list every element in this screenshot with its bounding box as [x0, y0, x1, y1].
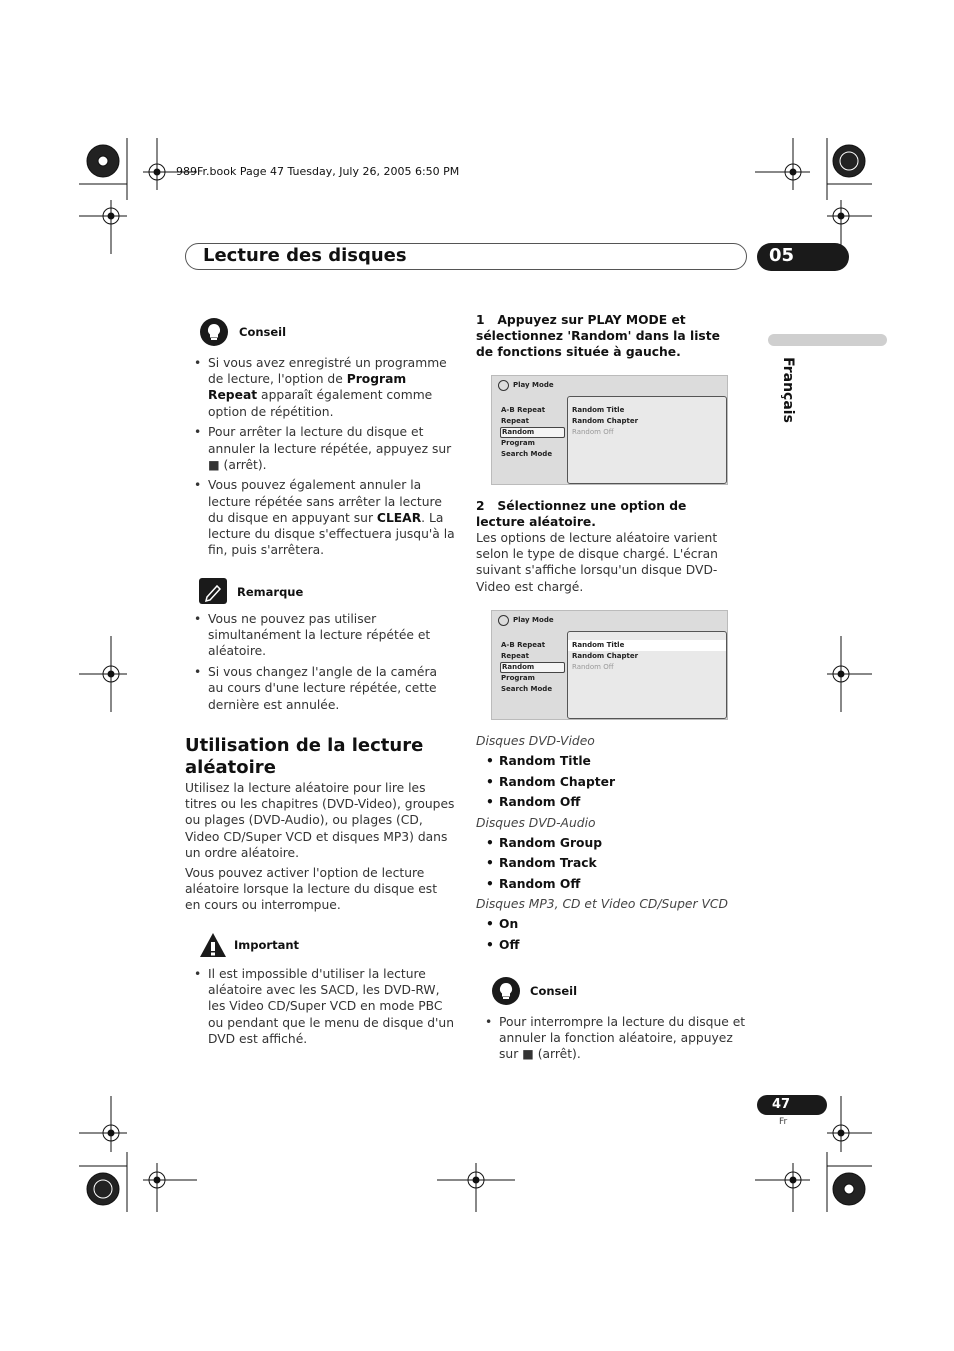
menu-item[interactable]: A-B Repeat: [501, 406, 546, 414]
section-title: Utilisation de la lecture aléatoire: [185, 735, 424, 778]
option-list: [476, 835, 746, 892]
option-item: • Random Chapter: [476, 774, 746, 790]
options-panel: [567, 396, 727, 484]
screen-title: Play Mode: [513, 616, 554, 624]
language-label-wrap: [779, 352, 805, 432]
paragraph: Vous pouvez activer l'option de lecture aléatoire lorsque la lecture du disque est en cours ou interrompue.: [185, 866, 438, 913]
option-item: • Random Track: [476, 855, 746, 871]
option-item[interactable]: Random Chapter: [572, 652, 639, 660]
disc-type-label: Disques DVD-Video: [476, 734, 595, 748]
important-list: [185, 966, 455, 1052]
option-list: [476, 916, 746, 953]
list-item: • Pour interrompre la lecture du disque et annuler la fonction aléatoire, appuyez sur ■ (arrêt).: [476, 1014, 746, 1063]
disc-options: [476, 733, 746, 957]
option-item: • Random Group: [476, 835, 746, 851]
step-1: 1 Appuyez sur PLAY MODE et sélectionnez 'Random' dans la liste de fonctions située à gauche.: [476, 313, 720, 360]
paragraph: Utilisez la lecture aléatoire pour lire les titres ou les chapitres (DVD-Video), groupes ou plages (DVD-Audio), ou plages (CD, Video CD/Super VCD et disques MP3) dans un ordre aléatoire.: [185, 781, 455, 860]
disc-icon: [498, 615, 509, 626]
list-item: • Vous ne pouvez pas utiliser simultanément la lecture répétée et aléatoire.: [185, 611, 455, 660]
option-item: • Random Off: [476, 794, 746, 810]
menu-item[interactable]: Program: [501, 674, 535, 682]
step-2: 2 Sélectionnez une option de lecture aléatoire.: [476, 499, 687, 530]
screen-menu: [500, 640, 566, 695]
page-title: Lecture des disques: [203, 245, 407, 266]
step-2-body: Les options de lecture aléatoire varient selon le type de disque chargé. L'écran suivant s'affiche lorsqu'un disque DVD-Video est chargé.: [476, 531, 718, 594]
language-tab: [768, 334, 887, 346]
list-item: • Si vous changez l'angle de la caméra au cours d'une lecture répétée, cette dernière est annulée.: [185, 664, 455, 713]
disc-type-label: Disques MP3, CD et Video CD/Super VCD: [476, 897, 728, 911]
screen-menu: [500, 405, 566, 460]
warning-icon: [199, 932, 227, 958]
menu-item[interactable]: Program: [501, 439, 535, 447]
play-mode-screen-2: [491, 610, 728, 720]
option-item: • On: [476, 916, 746, 932]
section-body: [185, 780, 455, 918]
option-item-highlighted[interactable]: Random Title: [568, 640, 726, 651]
option-item[interactable]: Random Off: [572, 428, 614, 436]
menu-item[interactable]: Repeat: [501, 652, 529, 660]
page-language: Fr: [779, 1117, 788, 1127]
menu-item[interactable]: A-B Repeat: [501, 641, 546, 649]
list-item: • Pour arrêter la lecture du disque et annuler la lecture répétée, appuyez sur ■ (arrêt).: [185, 424, 455, 473]
page-number: 47: [772, 1097, 791, 1112]
play-mode-screen: [491, 375, 728, 485]
tip-heading: Conseil: [530, 984, 578, 998]
tip-list: [476, 1014, 746, 1067]
option-item[interactable]: Random Off: [572, 663, 614, 671]
pencil-icon: [199, 578, 227, 604]
screen-title: Play Mode: [513, 381, 554, 389]
list-item: • Si vous avez enregistré un programme de lecture, l'option de Program Repeat apparaît également comme option de répétition.: [185, 355, 455, 420]
chapter-number: 05: [769, 245, 795, 266]
note-heading: Remarque: [237, 585, 304, 599]
tip-list: [185, 355, 455, 563]
disc-icon: [498, 380, 509, 391]
important-heading: Important: [234, 938, 300, 952]
disc-type-label: Disques DVD-Audio: [476, 815, 596, 830]
option-item: • Random Off: [476, 876, 746, 892]
menu-item[interactable]: Repeat: [501, 417, 529, 425]
menu-item-selected[interactable]: Random: [500, 662, 565, 673]
lightbulb-icon: [200, 318, 228, 346]
option-item[interactable]: Random Chapter: [572, 417, 639, 425]
menu-item[interactable]: Search Mode: [501, 450, 553, 458]
page-number-badge: [757, 1095, 827, 1115]
option-item: • Off: [476, 937, 746, 953]
list-item: • Vous pouvez également annuler la lecture répétée sans arrêter la lecture du disque en appuyant sur CLEAR. La lecture du disque s'effectuera jusqu'à la fin, puis s'arrêtera.: [185, 477, 455, 558]
language-label: Français: [779, 357, 796, 423]
list-item: • Il est impossible d'utiliser la lecture aléatoire avec les SACD, les DVD-RW, les Video CD/Super VCD en mode PBC ou pendant que le menu de disque d'un DVD est affiché.: [185, 966, 455, 1047]
option-item: • Random Title: [476, 753, 746, 769]
option-list: [476, 753, 746, 810]
menu-item-selected[interactable]: Random: [500, 427, 565, 438]
print-info: 989Fr.book Page 47 Tuesday, July 26, 2005 6:50 PM: [176, 165, 460, 178]
note-list: [185, 611, 455, 717]
options-panel: [567, 631, 727, 719]
option-item[interactable]: Random Title: [572, 406, 625, 414]
lightbulb-icon: [492, 977, 520, 1005]
tip-heading: Conseil: [239, 325, 287, 339]
menu-item[interactable]: Search Mode: [501, 685, 553, 693]
